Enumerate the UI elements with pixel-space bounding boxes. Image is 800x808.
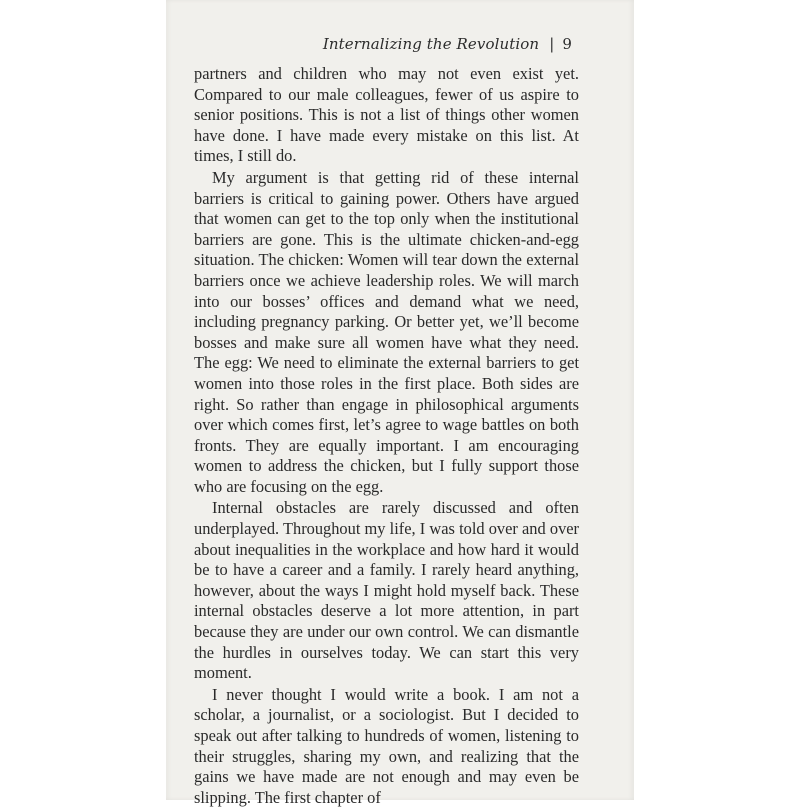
running-head: [323, 35, 572, 53]
book-page: [166, 0, 634, 807]
paragraph-1: partners and children who may not even exist yet. Compared to our male colleagues, fewer of us aspire to senior positions. This is not a list of things other women have done. I have made every mistake on this list. At times, I still do.: [194, 64, 579, 166]
paragraph-3: Internal obstacles are rarely discussed and often underplayed. Throughout my life, I was told over and over about inequalities in the workplace and how hard it would be to have a career and a family. I rarely heard anything, however, about the ways I might hold myself back. These internal obstacles deserve a lot more attention, in part because they are under our own control. We can dismantle the hurdles in ourselves today. We can start this very moment.: [194, 498, 579, 683]
header-separator: |: [549, 35, 555, 53]
chapter-title: Internalizing the Revolution: [322, 35, 540, 53]
body-text: [194, 64, 579, 808]
paragraph-2: My argument is that getting rid of these internal barriers is critical to gaining power. Others have argued that women can get to the top only when the institutional barriers are gone. This is the ultimate chicken-and-egg situation. The chicken: Women will tear down the external barriers once we achieve leadership roles. We will march into our bosses’ offices and demand what we need, including pregnancy parking. Or better yet, we’ll become bosses and make sure all women have what they need. The egg: We need to eliminate the external barriers to get women into those roles in the first place. Both sides are right. So rather than engage in philosophical arguments over which comes first, let’s agree to wage battles on both fronts. They are equally important. I am encouraging women to address the chicken, but I fully support those who are focusing on the egg.: [194, 167, 579, 496]
paragraph-4: I never thought I would write a book. I am not a scholar, a journalist, or a sociologist. But I decided to speak out after talking to hundreds of women, listening to their struggles, sharing my own, and realizing that the gains we have made are not enough and may even be slipping. The first chapter of: [194, 684, 579, 807]
page-number: 9: [562, 35, 572, 53]
